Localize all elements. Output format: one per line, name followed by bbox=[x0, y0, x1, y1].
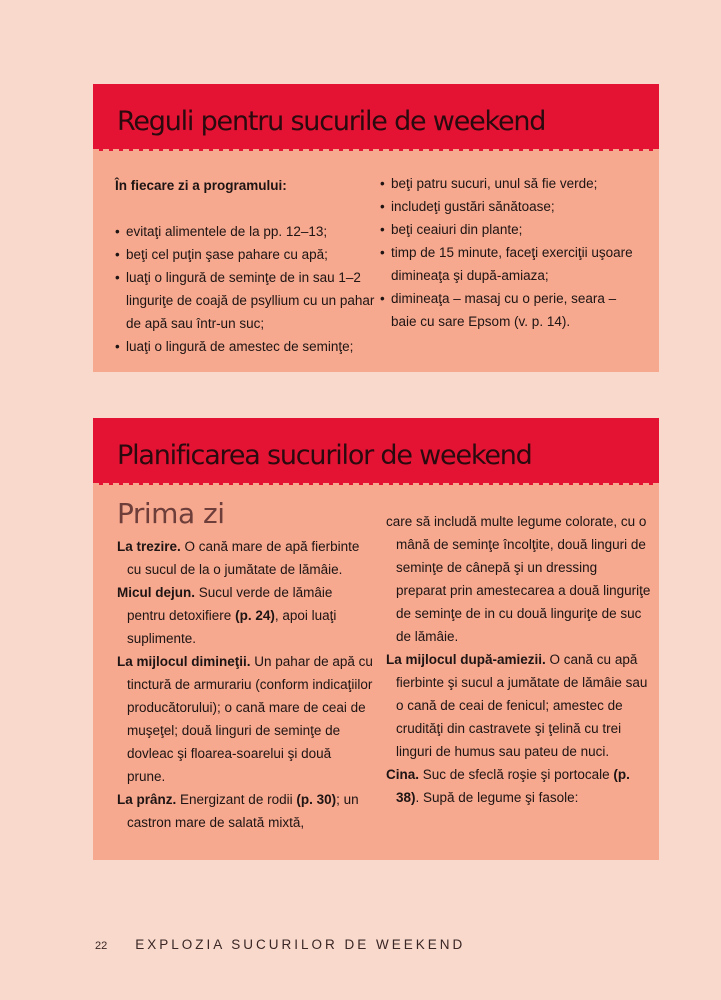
paragraph-label: Micul dejun. bbox=[117, 585, 196, 600]
rules-right-column bbox=[380, 172, 645, 333]
rules-box-title: Reguli pentru sucurile de weekend bbox=[117, 106, 546, 137]
plan-paragraph bbox=[117, 788, 373, 834]
page-reference: (p. 38) bbox=[396, 767, 630, 805]
rules-left-list bbox=[115, 220, 377, 358]
page-footer bbox=[95, 937, 465, 952]
paragraph-text: ; un castron mare de salată mixtă, bbox=[127, 792, 359, 830]
plan-paragraph bbox=[117, 581, 373, 650]
list-item: • beţi cel puţin şase pahare cu apă; bbox=[115, 243, 377, 266]
rules-box bbox=[93, 84, 659, 372]
paragraph-text: care să includă multe legume colorate, cu o mână de seminţe încolţite, două linguri de seminţe de cânepă şi un dressing preparat prin amestecarea a două linguriţe de seminţe de in cu două linguriţe de suc de lămâie. bbox=[386, 514, 651, 644]
paragraph-text: Energizant de rodii bbox=[176, 792, 297, 807]
paragraph-text: Suc de sfeclă roşie şi portocale bbox=[419, 767, 614, 782]
paragraph-text: Un pahar de apă cu tinctură de armurariu (conform indicaţiilor producătorului); o cană mare de ceai de muşeţel; două linguri de seminţe de dovleac şi floarea-soarelui şi două prune. bbox=[127, 654, 373, 784]
running-title: EXPLOZIA SUCURILOR DE WEEKEND bbox=[135, 937, 466, 952]
paragraph-label: Cina. bbox=[386, 767, 420, 782]
rules-left-column bbox=[115, 174, 377, 358]
list-item: • includeţi gustări sănătoase; bbox=[380, 195, 645, 218]
page-reference: (p. 24) bbox=[235, 608, 275, 623]
list-item: • luaţi o lingură de seminţe de in sau 1–2 linguriţe de coajă de psyllium cu un pahar de apă sau într-un suc; bbox=[115, 266, 377, 335]
rules-right-list bbox=[380, 172, 645, 333]
plan-paragraph bbox=[117, 535, 373, 581]
paragraph-label: La prânz. bbox=[117, 792, 177, 807]
paragraph-label: La mijlocul dimineţii. bbox=[117, 654, 251, 669]
plan-left-column bbox=[117, 535, 373, 834]
paragraph-text: Sucul verde de lămâie pentru detoxifiere bbox=[127, 585, 333, 623]
paragraph-text: , apoi luaţi suplimente. bbox=[127, 608, 337, 646]
list-item: • luaţi o lingură de amestec de seminţe; bbox=[115, 335, 377, 358]
plan-box-title: Planificarea sucurilor de weekend bbox=[117, 440, 532, 471]
plan-paragraph bbox=[117, 650, 373, 788]
paragraph-text: O cană cu apă fierbinte şi sucul a jumătate de lămâie sau o cană de ceai de fenicul; amestec de crudităţi din castravete şi ţelină cu trei linguri de humus sau pateu de nuci. bbox=[396, 652, 648, 759]
day-title: Prima zi bbox=[117, 497, 225, 530]
page-number: 22 bbox=[95, 940, 108, 952]
paragraph-label: La trezire. bbox=[117, 539, 181, 554]
plan-box-header bbox=[93, 418, 659, 485]
paragraph-text: . Supă de legume şi fasole: bbox=[415, 790, 579, 805]
list-item: • beţi patru sucuri, unul să fie verde; bbox=[380, 172, 645, 195]
rules-box-header bbox=[93, 84, 659, 151]
list-item: • dimineaţa – masaj cu o perie, seara – baie cu sare Epsom (v. p. 14). bbox=[380, 287, 645, 333]
paragraph-label: La mijlocul după-amiezii. bbox=[386, 652, 546, 667]
plan-paragraph bbox=[386, 648, 651, 763]
plan-paragraph bbox=[386, 763, 651, 809]
plan-box bbox=[93, 418, 659, 860]
rules-intro: În fiecare zi a programului: bbox=[115, 178, 287, 193]
list-item: • timp de 15 minute, faceţi exerciţii uşoare dimineaţa şi după-amiaza; bbox=[380, 241, 645, 287]
list-item: • evitaţi alimentele de la pp. 12–13; bbox=[115, 220, 377, 243]
page-reference: (p. 30) bbox=[296, 792, 337, 807]
paragraph-text: O cană mare de apă fierbinte cu sucul de la o jumătate de lămâie. bbox=[127, 539, 360, 577]
list-item: • beţi ceaiuri din plante; bbox=[380, 218, 645, 241]
plan-paragraph bbox=[386, 510, 651, 648]
plan-right-column bbox=[386, 510, 651, 809]
